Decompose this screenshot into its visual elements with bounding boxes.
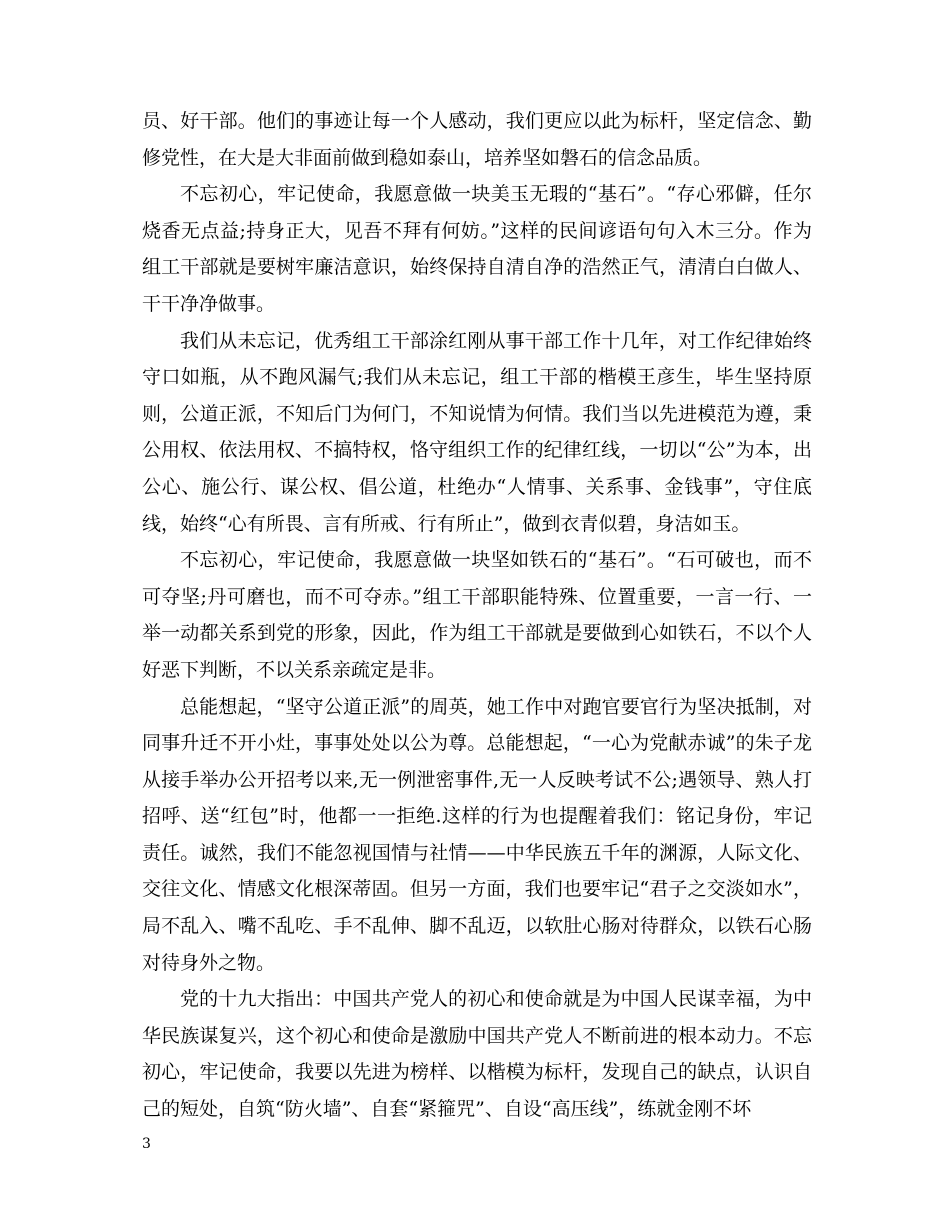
paragraph: 不忘初心，牢记使命，我愿意做一块美玉无瑕的“基石”。“存心邪僻，任尔烧香无点益;持身正大，见吾不拜有何妨。”这样的民间谚语句句入木三分。作为组工干部就是要树牢廉洁意识，始终保持自清自净的浩然正气，清清白白做人、干干净净做事。 [142, 183, 812, 315]
paragraph: 我们从未忘记，优秀组工干部涂红刚从事干部工作十几年，对工作纪律始终守口如瓶，从不跑风漏气;我们从未忘记，组工干部的楷模王彦生，毕生坚持原则，公道正派，不知后门为何门，不知说情为何情。我们当以先进模范为遵，秉公用权、依法用权、不搞特权，恪守组织工作的纪律红线，一切以“公”为本，出公心、施公行、谋公权、倡公道，杜绝办“人情事、关系事、金钱事”，守住底线，始终“心有所畏、言有所戒、行有所止”，做到衣青似碧，身洁如玉。 [142, 329, 812, 535]
paragraph: 不忘初心，牢记使命，我愿意做一块坚如铁石的“基石”。“石可破也，而不可夺坚;丹可磨也，而不可夺赤。”组工干部职能特殊、位置重要，一言一行、一举一动都关系到党的形象，因此，作为组工干部就是要做到心如铁石，不以个人好恶下判断，不以关系亲疏定是非。 [142, 549, 812, 681]
paragraph: 总能想起，“坚守公道正派”的周英，她工作中对跑官要官行为坚决抵制，对同事升迁不开小灶，事事处处以公为尊。总能想起，“一心为党献赤诚”的朱子龙从接手举办公开招考以来,无一例泄密事件,无一人反映考试不公;遇领导、熟人打招呼、送“红包”时，他都一一拒绝.这样的行为也提醒着我们：铭记身份，牢记责任。诚然，我们不能忽视国情与社情——中华民族五千年的渊源，人际文化、交往文化、情感文化根深蒂固。但另一方面，我们也要牢记“君子之交淡如水”，局不乱入、嘴不乱吃、手不乱伸、脚不乱迈，以软肚心肠对待群众，以铁石心肠对待身外之物。 [142, 695, 812, 974]
document-body [142, 103, 812, 1128]
paragraph-continuation: 员、好干部。他们的事迹让每一个人感动，我们更应以此为标杆，坚定信念、勤修党性，在大是大非面前做到稳如泰山，培养坚如磐石的信念品质。 [142, 110, 812, 169]
page-number: 3 [142, 1136, 151, 1152]
paragraph: 党的十九大指出：中国共产党人的初心和使命就是为中国人民谋幸福，为中华民族谋复兴，这个初心和使命是激励中国共产党人不断前进的根本动力。不忘初心，牢记使命，我要以先进为榜样、以楷模为标杆，发现自己的缺点，认识自己的短处，自筑“防火墙”、自套“紧箍咒”、自设“高压线”，练就金刚不坏 [142, 988, 812, 1121]
